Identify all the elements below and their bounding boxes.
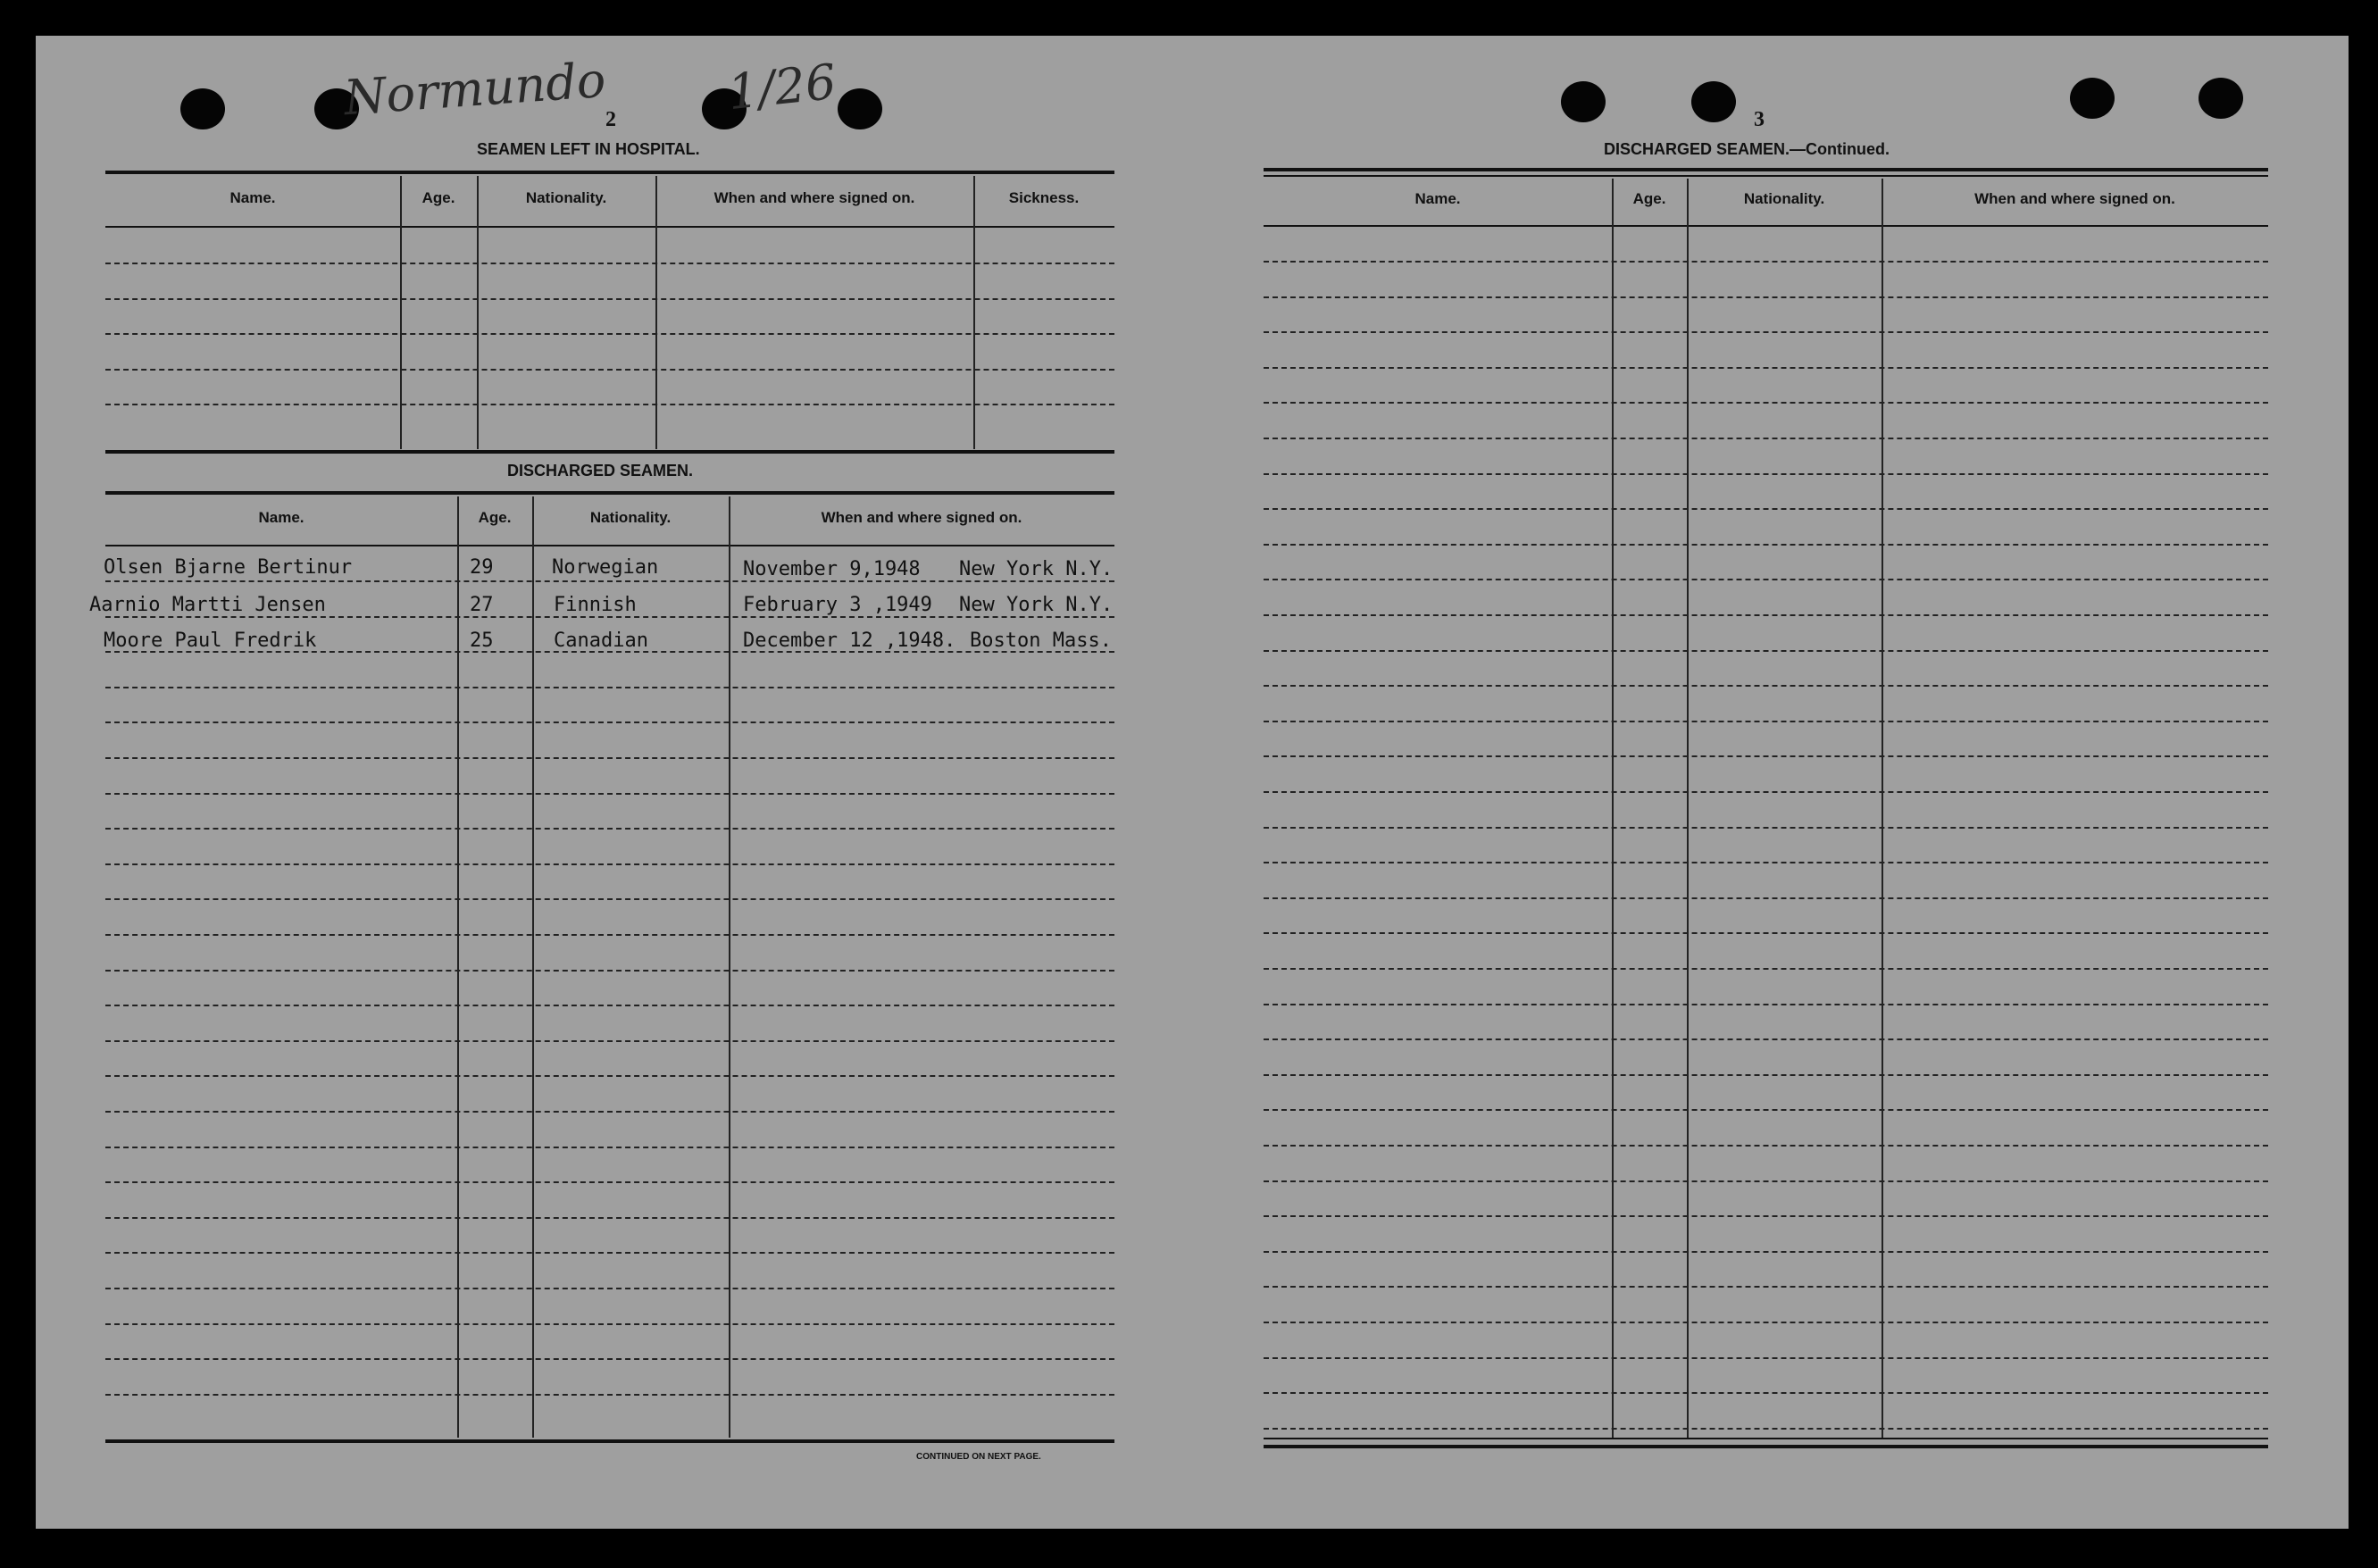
ruled-line [1264, 402, 2268, 404]
column-divider [1687, 179, 1689, 1439]
ruled-line [1264, 1180, 2268, 1182]
continued-col-age: Age. [1632, 190, 1666, 207]
ruled-line [1264, 1286, 2268, 1288]
discharged-age: 25 [470, 630, 494, 652]
rule [1264, 225, 2268, 227]
hospital-col-sickness: Sickness. [1008, 189, 1080, 206]
ruled-line [105, 404, 1114, 405]
continued-col-name: Name. [1414, 190, 1461, 207]
ruled-line [1264, 827, 2268, 829]
column-divider [729, 496, 730, 1438]
ruled-line [1264, 968, 2268, 970]
hospital-col-signed-on: When and where signed on. [713, 189, 915, 206]
discharged-date: February 3 ,1949 [743, 594, 932, 616]
discharged-place: Boston Mass. [970, 630, 1112, 652]
ruled-line [105, 1252, 1114, 1254]
rule [1264, 175, 2268, 177]
ruled-line [105, 1005, 1114, 1006]
discharged-name: Moore Paul Fredrik [104, 630, 317, 652]
rule [105, 491, 1114, 495]
discharged-age: 29 [470, 556, 494, 579]
document-sheet [36, 36, 2349, 1529]
page-number-left: 2 [605, 108, 616, 131]
ruled-line [105, 1040, 1114, 1042]
ruled-line [105, 934, 1114, 936]
discharged-section-title: DISCHARGED SEAMEN. [507, 462, 694, 480]
ruled-line [1264, 508, 2268, 510]
ruled-line [1264, 1428, 2268, 1430]
discharged-age: 27 [470, 594, 494, 616]
ruled-line [1264, 296, 2268, 298]
ruled-line [105, 1181, 1114, 1183]
ruled-line [1264, 685, 2268, 687]
continued-col-nationality: Nationality. [1743, 190, 1825, 207]
ruled-line [105, 1358, 1114, 1360]
punch-hole [1691, 81, 1736, 122]
ruled-line [1264, 721, 2268, 722]
ruled-line [1264, 791, 2268, 793]
ruled-line [1264, 438, 2268, 439]
ruled-line [105, 1217, 1114, 1219]
ruled-line [105, 333, 1114, 335]
ruled-line [105, 721, 1114, 723]
column-divider [1612, 179, 1614, 1439]
column-divider [400, 176, 402, 449]
discharged-col-signed-on: When and where signed on. [821, 509, 1022, 526]
ruled-line [105, 757, 1114, 759]
punch-hole [2070, 78, 2115, 119]
hospital-col-age: Age. [421, 189, 455, 206]
ruled-line [105, 828, 1114, 830]
ruled-line [1264, 544, 2268, 546]
page-number-right: 3 [1754, 108, 1765, 131]
discharged-col-nationality: Nationality. [589, 509, 672, 526]
rule [105, 226, 1114, 228]
rule [105, 1439, 1114, 1443]
column-divider [973, 176, 975, 449]
hospital-col-name: Name. [229, 189, 276, 206]
ruled-line [105, 298, 1114, 300]
rule [105, 171, 1114, 174]
ruled-line [1264, 650, 2268, 652]
ruled-line [1264, 473, 2268, 475]
ruled-line [105, 369, 1114, 371]
ruled-line [105, 616, 1114, 618]
ruled-line [1264, 367, 2268, 369]
ruled-line [105, 1147, 1114, 1148]
hospital-col-nationality: Nationality. [525, 189, 607, 206]
ruled-line [1264, 755, 2268, 757]
rule [105, 545, 1114, 546]
ruled-line [105, 580, 1114, 582]
discharged-name: Olsen Bjarne Bertinur [104, 556, 353, 579]
ruled-line [105, 898, 1114, 900]
punch-hole [838, 88, 882, 129]
column-divider [457, 496, 459, 1438]
column-divider [655, 176, 657, 449]
continued-section-title: DISCHARGED SEAMEN.—Continued. [1604, 140, 1890, 158]
ruled-line [1264, 1109, 2268, 1111]
punch-hole [2199, 78, 2243, 119]
ruled-line [105, 1075, 1114, 1077]
ruled-line [105, 687, 1114, 688]
ruled-line [105, 793, 1114, 795]
column-divider [532, 496, 534, 1438]
ruled-line [1264, 614, 2268, 616]
ruled-line [105, 863, 1114, 865]
ruled-line [1264, 1357, 2268, 1359]
column-divider [477, 176, 479, 449]
ruled-line [1264, 261, 2268, 263]
continued-note: CONTINUED ON NEXT PAGE. [916, 1452, 1041, 1462]
discharged-date: December 12 ,1948. [743, 630, 956, 652]
ruled-line [105, 1111, 1114, 1113]
rule [1264, 1438, 2268, 1439]
ruled-line [1264, 897, 2268, 899]
discharged-nationality: Finnish [554, 594, 637, 616]
hospital-section-title: SEAMEN LEFT IN HOSPITAL. [477, 140, 700, 158]
ruled-line [105, 970, 1114, 972]
discharged-name: Aarnio Martti Jensen [89, 594, 326, 616]
ruled-line [105, 263, 1114, 264]
handwritten-date: 1/26 [725, 53, 839, 121]
punch-hole [1561, 81, 1606, 122]
rule [1264, 1445, 2268, 1448]
rule [105, 450, 1114, 454]
discharged-col-age: Age. [478, 509, 512, 526]
discharged-nationality: Norwegian [552, 556, 659, 579]
ruled-line [1264, 1145, 2268, 1147]
ruled-line [105, 1323, 1114, 1325]
ruled-line [1264, 1322, 2268, 1323]
ruled-line [1264, 862, 2268, 863]
ruled-line [1264, 1038, 2268, 1040]
column-divider [1882, 179, 1883, 1439]
ruled-line [105, 1394, 1114, 1396]
ruled-line [1264, 1215, 2268, 1217]
discharged-place: New York N.Y. [959, 594, 1114, 616]
handwritten-ship-name: Normundo [342, 51, 608, 127]
ruled-line [1264, 1392, 2268, 1394]
discharged-nationality: Canadian [554, 630, 648, 652]
rule [1264, 168, 2268, 171]
ruled-line [1264, 579, 2268, 580]
ruled-line [1264, 1251, 2268, 1253]
ruled-line [1264, 1004, 2268, 1005]
ruled-line [1264, 1074, 2268, 1076]
discharged-place: New York N.Y. [959, 558, 1114, 580]
ruled-line [105, 1288, 1114, 1289]
punch-hole [180, 88, 225, 129]
continued-col-signed-on: When and where signed on. [1974, 190, 2175, 207]
discharged-date: November 9,1948 [743, 558, 921, 580]
ruled-line [1264, 932, 2268, 934]
discharged-col-name: Name. [258, 509, 305, 526]
ruled-line [1264, 331, 2268, 333]
